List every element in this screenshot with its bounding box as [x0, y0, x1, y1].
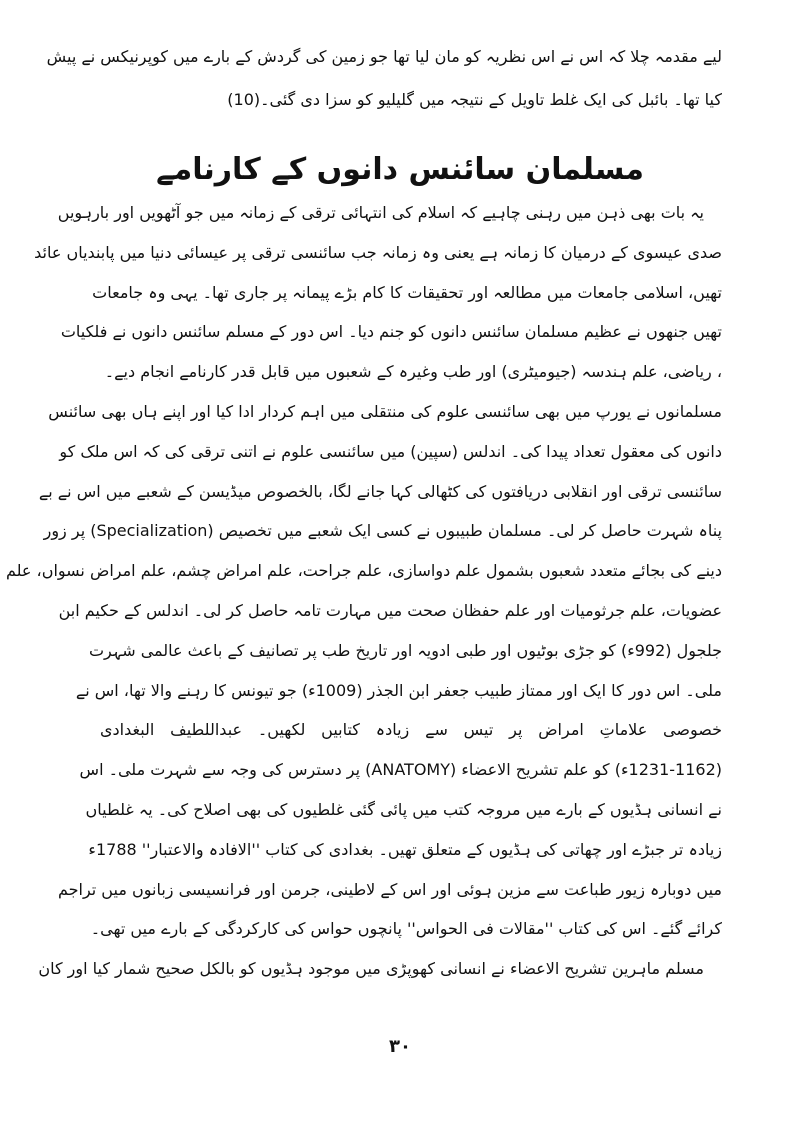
- body-line: (1231-1162ء) کو علم تشریح الاعضاء (ANATOMY) پر دسترس کی وجہ سے شہرت ملی۔ اس: [79, 760, 722, 780]
- body-line: دانوں کی معقول تعداد پیدا کی۔ اندلس (سپین) میں سائنسی علوم نے اتنی ترقی کی کہ اس ملک کو: [59, 441, 722, 461]
- body-line: جلجول (992ء) کو جڑی بوٹیوں اور طبی ادویہ اور تاریخ طب پر تصانیف کے باعث عالمی شہرت: [88, 640, 722, 660]
- body-line: کرائے گئے۔ اس کی کتاب ''مقالات فی الحواس'' پانچوں حواس کی کارکردگی کے بارے میں تھی۔: [90, 919, 722, 939]
- page-number: ۳۰: [389, 1036, 411, 1057]
- intro-line: کیا تھا۔ بائبل کی ایک غلط تاویل کے نتیجہ میں گلیلیو کو سزا دی گئی۔(10): [227, 90, 722, 109]
- body-line: ، ریاضی، علم ہندسہ (جیومیٹری) اور طب وغیرہ کے شعبوں میں قابل قدر کارنامے انجام دیے۔: [104, 362, 722, 382]
- body-line: زیادہ تر جبڑے اور چھاتی کی ہڈیوں کے متعلق تھیں۔ بغدادی کی کتاب ''الافادہ والاعتبار'' 1788ء: [88, 839, 722, 859]
- body-line: تھیں جنھوں نے عظیم مسلمان سائنس دانوں کو جنم دیا۔ اس دور کے مسلم سائنس دانوں نے فلکیات: [60, 322, 722, 342]
- body-line: تھیں، اسلامی جامعات میں مطالعہ اور تحقیقات کا کام بڑے پیمانہ پر جاری تھا۔ یہی وہ جامعات: [92, 282, 722, 302]
- body-line: مسلمانوں نے یورپ میں بھی سائنسی علوم کی منتقلی میں اہم کردار ادا کیا اور اپنے ہاں بھی سائنس: [48, 402, 722, 421]
- section-heading: مسلمان سائنس دانوں کے کارنامے: [156, 152, 644, 187]
- body-line: دینے کی بجائے متعدد شعبوں بشمول علم دواسازی، علم جراحت، علم امراض چشم، علم امراض نسواں، علم: [5, 561, 722, 581]
- intro-line: لیے مقدمہ چلا کہ اس نے اس نظریہ کو مان لیا تھا جو زمین کی گردش کے بارے میں کوپرنیکس نے پیش: [46, 47, 722, 66]
- body-line: صدی عیسوی کے درمیان کا زمانہ ہے یعنی وہ زمانہ جب سائنسی ترقی پر عیسائی دنیا میں پابندیاں عائد: [34, 242, 722, 262]
- body-line: سائنسی ترقی اور انقلابی دریافتوں کی کٹھالی کہا جانے لگا، بالخصوص میڈیسن کے شعبے میں اس نے بے: [38, 481, 722, 501]
- body-line: میں دوبارہ زیور طباعت سے مزین ہوئی اور اس کے لاطینی، جرمن اور فرانسیسی زبانوں میں تراجم: [57, 879, 722, 899]
- body-line: یہ بات بھی ذہن میں رہنی چاہیے کہ اسلام کی انتہائی ترقی کے زمانہ میں جو آٹھویں اور بارہویں: [57, 203, 704, 222]
- body-line: پناہ شہرت حاصل کر لی۔ مسلمان طبیبوں نے کسی ایک شعبے میں تخصیص (Specialization) پر زور: [43, 521, 722, 541]
- body-line: ملی۔ اس دور کا ایک اور ممتاز طبیب جعفر ابن الجذر (1009ء) جو تیونس کا رہنے والا تھا، اس نے: [75, 680, 722, 700]
- body-line: مسلم ماہرین تشریح الاعضاء نے انسانی کھوپڑی میں موجود ہڈیوں کو بالکل صحیح شمار کیا اور کان: [38, 959, 704, 979]
- body-line: عضویات، علم جرثومیات اور علم حفظان صحت میں مہارت تامہ حاصل کر لی۔ اندلس کے حکیم ابن: [58, 601, 722, 620]
- body-line: نے انسانی ہڈیوں کے بارے میں مروجہ کتب میں پائی گئی غلطیوں کی بھی اصلاح کی۔ یہ غلطیاں: [85, 800, 722, 819]
- body-line: خصوصی علاماتِ امراض پر تیس سے زیادہ کتابیں لکھیں۔ عبداللطیف البغدادی: [100, 720, 722, 740]
